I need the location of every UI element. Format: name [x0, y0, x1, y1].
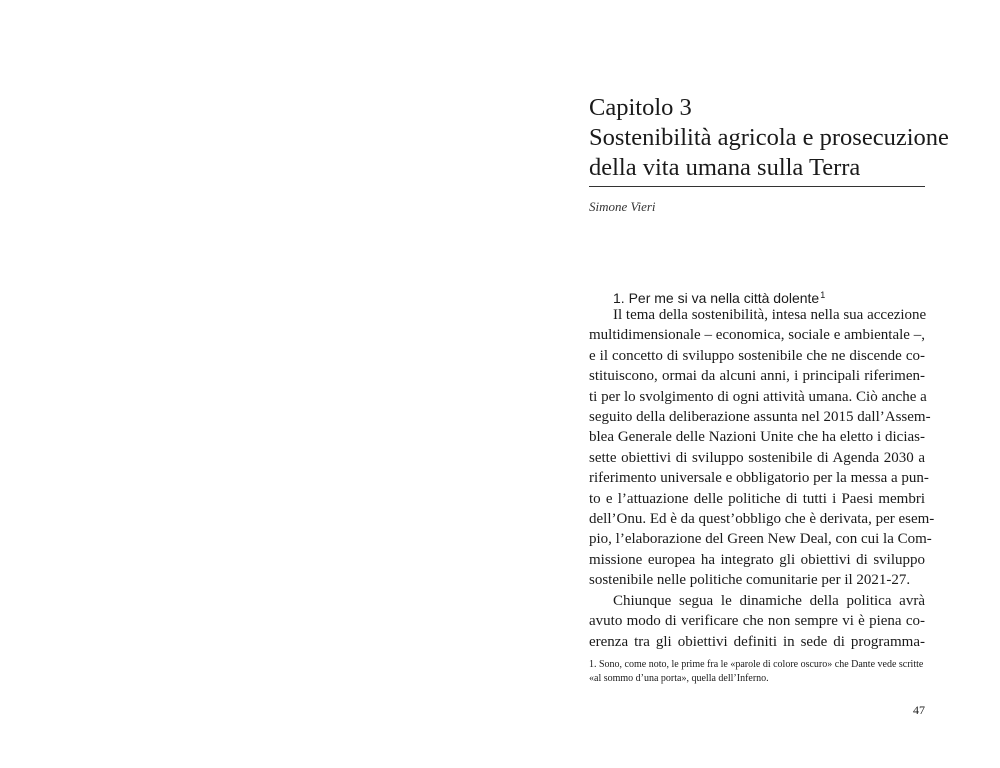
paragraph-line: pio, l’elaborazione del Green New Deal, con cui la Com- — [589, 531, 932, 548]
paragraph-line: blea Generale delle Nazioni Unite che ha eletto i dicias- — [589, 429, 925, 446]
paragraph-line: erenza tra gli obiettivi definiti in sede di programma- — [589, 633, 925, 650]
paragraph-line: multidimensionale – economica, sociale e ambientale –, — [589, 327, 925, 344]
page-number: 47 — [913, 703, 925, 717]
section-heading — [613, 286, 825, 307]
section-heading-text: 1. Per me si va nella città dolente — [613, 290, 820, 306]
paragraph-line: stituiscono, ormai da alcuni anni, i principali riferimen- — [589, 368, 925, 385]
footnote-line: 1. Sono, come noto, le prime fra le «parole di colore oscuro» che Dante vede scritte — [589, 659, 924, 670]
body-text — [589, 305, 935, 652]
paragraph-line: sostenibile nelle politiche comunitarie per il 2021-27. — [589, 572, 911, 589]
title-divider — [589, 186, 925, 187]
chapter-number: Capitolo 3 — [589, 94, 692, 121]
footnote-marker: 1 — [820, 290, 826, 300]
paragraph-line: avuto modo di verificare che non sempre vi è piena co- — [589, 613, 925, 630]
paragraph-line: seguito della deliberazione assunta nel 2015 dall’Assem- — [589, 409, 931, 426]
paragraph-line: sette obiettivi di sviluppo sostenibile di Agenda 2030 a — [589, 449, 925, 466]
paragraph-line: to e l’attuazione delle politiche di tutti i Paesi membri — [589, 490, 925, 507]
footnote — [589, 658, 934, 686]
paragraph-line: riferimento universale e obbligatorio per la messa a pun- — [589, 470, 929, 487]
chapter-author: Simone Vieri — [589, 199, 656, 214]
footnote-line: «al sommo d’una porta», quella dell’Inferno. — [589, 673, 769, 684]
chapter-title-line: della vita umana sulla Terra — [589, 154, 861, 181]
paragraph-line: dell’Onu. Ed è da quest’obbligo che è derivata, per esem- — [589, 511, 935, 528]
paragraph-line: e il concetto di sviluppo sostenibile che ne discende co- — [589, 347, 925, 364]
paragraph-line: Il tema della sostenibilità, intesa nella sua accezione — [613, 307, 927, 323]
right-page — [500, 0, 1000, 768]
chapter-title-line: Sostenibilità agricola e prosecuzione — [589, 124, 949, 151]
paragraph-line: ti per lo svolgimento di ogni attività umana. Ciò anche a — [589, 388, 927, 405]
chapter-title — [589, 93, 949, 183]
paragraph-line: missione europea ha integrato gli obiettivi di sviluppo — [589, 551, 925, 568]
paragraph-line: Chiunque segua le dinamiche della politica avrà — [613, 592, 925, 609]
